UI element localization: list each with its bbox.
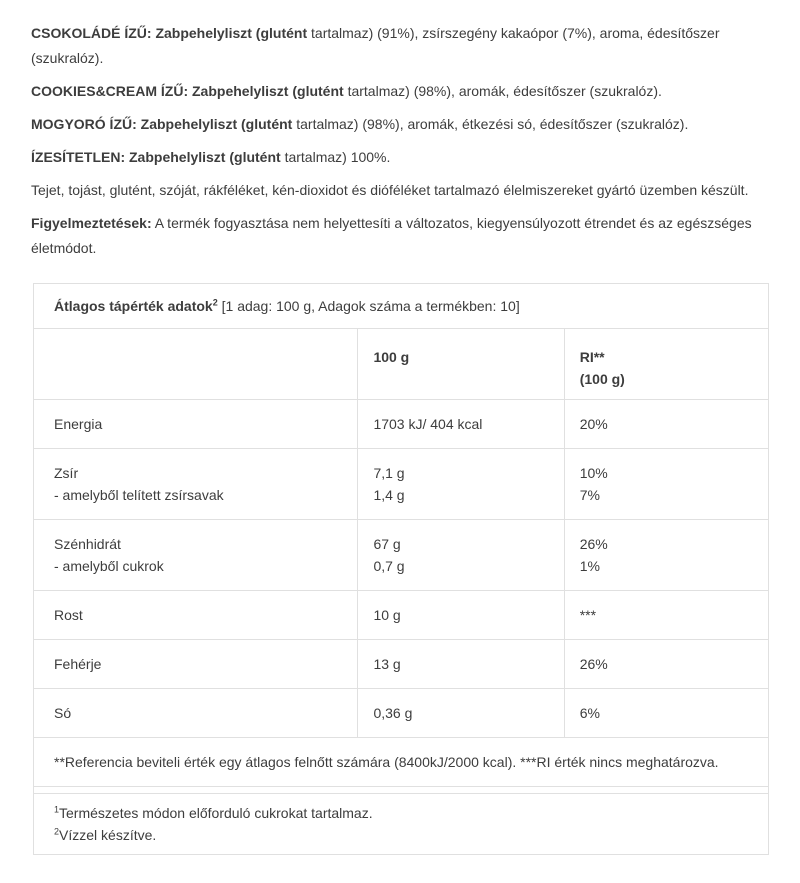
nutrient-value-cell — [358, 520, 564, 591]
flavor-label-peanut: MOGYORÓ ÍZŰ: Zabpehelyliszt (glutént — [31, 116, 293, 132]
flavor-text-peanut: tartalmaz) (98%), aromák, étkezési só, édesítőszer (szukralóz). — [292, 116, 689, 132]
ingredients-section — [31, 21, 770, 261]
nutrient-ri-cell — [564, 400, 768, 449]
footnote-water-superscript: 2 — [54, 826, 60, 837]
nutrient-name-cell — [34, 449, 358, 520]
flavor-text-cookies-cream: tartalmaz) (98%), aromák, édesítőszer (szukralóz). — [343, 83, 662, 99]
footnote-sugars-text: Természetes módon előforduló cukrokat tartalmaz. — [59, 805, 373, 821]
footnote-water — [54, 824, 748, 846]
table-title-cell — [34, 284, 769, 329]
nutrient-value: 0,36 g — [373, 705, 413, 721]
reference-note-row — [34, 738, 769, 787]
table-row-szenhidrat — [34, 520, 769, 591]
footnotes-row — [34, 794, 769, 855]
flavor-line-unflavored — [31, 145, 770, 170]
warnings-paragraph — [31, 211, 770, 261]
nutrient-value-cell — [358, 640, 564, 689]
nutrient-subri: 1% — [579, 558, 600, 574]
empty-header-cell — [34, 329, 358, 400]
flavor-label-unflavored: ÍZESÍTETLEN: Zabpehelyliszt (glutént — [31, 149, 281, 165]
nutrient-subri: 7% — [579, 487, 600, 503]
nutrient-name-cell — [34, 640, 358, 689]
flavor-text-chocolate: tartalmaz) (91%), zsírszegény kakaópor (7%), aroma, édesítőszer (szukralóz). — [31, 25, 720, 66]
col-header-ri — [564, 329, 768, 400]
col-header-ri-basis: (100 g) — [579, 371, 625, 387]
table-title-superscript: 2 — [212, 297, 218, 308]
nutrient-ri-cell — [564, 520, 768, 591]
flavor-label-chocolate: CSOKOLÁDÉ ÍZŰ: Zabpehelyliszt (glutént — [31, 25, 308, 41]
column-header-row — [34, 329, 769, 400]
nutrient-subname: - amelyből telített zsírsavak — [54, 487, 224, 503]
nutrient-name-cell — [34, 689, 358, 738]
nutrient-value: 10 g — [373, 607, 401, 623]
nutrient-name: Szénhidrát — [54, 536, 121, 552]
nutrient-subname: - amelyből cukrok — [54, 558, 164, 574]
nutrient-ri-cell — [564, 640, 768, 689]
allergen-note — [31, 178, 770, 203]
reference-note-text: **Referencia beviteli érték egy átlagos felnőtt számára (8400kJ/2000 kcal). ***RI érték nincs meghatározva. — [54, 754, 719, 770]
nutrient-name-cell — [34, 400, 358, 449]
nutrient-value-cell — [358, 449, 564, 520]
nutrient-value-cell — [358, 400, 564, 449]
nutrient-name: Só — [54, 705, 72, 721]
nutrition-table — [33, 283, 769, 855]
table-title: Átlagos tápérték adatok — [54, 298, 213, 314]
table-row-zsir — [34, 449, 769, 520]
nutrient-ri-cell — [564, 689, 768, 738]
warnings-text: A termék fogyasztása nem helyettesíti a változatos, kiegyensúlyozott étrendet és az egészséges életmódot. — [31, 215, 752, 256]
table-title-serving-info: [1 adag: 100 g, Adagok száma a termékben: 10] — [217, 298, 520, 314]
warnings-label: Figyelmeztetések: — [31, 215, 152, 231]
nutrient-subvalue: 1,4 g — [373, 487, 405, 503]
nutrient-name-cell — [34, 520, 358, 591]
table-section-divider — [34, 787, 769, 794]
footnote-water-text: Vízzel készítve. — [59, 827, 157, 843]
nutrient-ri: 6% — [579, 705, 600, 721]
flavor-line-chocolate — [31, 21, 770, 71]
table-row-energia — [34, 400, 769, 449]
footnotes-cell — [34, 794, 769, 855]
col-header-ri-label: RI** — [579, 349, 605, 365]
nutrient-value: 67 g — [373, 536, 401, 552]
col-header-100g — [358, 329, 564, 400]
flavor-text-unflavored: tartalmaz) 100%. — [280, 149, 391, 165]
footnote-sugars — [54, 802, 748, 824]
nutrient-ri-cell — [564, 591, 768, 640]
nutrient-value: 7,1 g — [373, 465, 405, 481]
nutrient-value-cell — [358, 591, 564, 640]
nutrient-subvalue: 0,7 g — [373, 558, 405, 574]
nutrient-name: Energia — [54, 416, 103, 432]
nutrient-name: Zsír — [54, 465, 79, 481]
nutrient-ri: 26% — [579, 656, 608, 672]
allergen-note-text: Tejet, tojást, glutént, szóját, rákféléket, kén-dioxidot és dióféléket tartalmazó élelmiszereket gyártó üzemben készült. — [31, 182, 749, 198]
nutrient-value: 1703 kJ/ 404 kcal — [373, 416, 483, 432]
nutrient-ri: 26% — [579, 536, 608, 552]
col-header-100g-label: 100 g — [373, 349, 410, 365]
table-row-so — [34, 689, 769, 738]
nutrient-ri: 20% — [579, 416, 608, 432]
nutrient-name-cell — [34, 591, 358, 640]
nutrient-value-cell — [358, 689, 564, 738]
flavor-line-cookies-cream — [31, 79, 770, 104]
nutrient-value: 13 g — [373, 656, 401, 672]
table-title-row — [34, 284, 769, 329]
nutrient-ri-cell — [564, 449, 768, 520]
table-row-rost — [34, 591, 769, 640]
reference-note-cell — [34, 738, 769, 787]
table-row-feherje — [34, 640, 769, 689]
flavor-label-cookies-cream: COOKIES&CREAM ÍZŰ: Zabpehelyliszt (glutént — [31, 83, 344, 99]
nutrient-ri: 10% — [579, 465, 608, 481]
footnote-sugars-superscript: 1 — [54, 804, 60, 815]
flavor-line-peanut — [31, 112, 770, 137]
nutrient-ri: *** — [579, 607, 597, 623]
table-section-divider-cell — [34, 787, 769, 794]
nutrient-name: Rost — [54, 607, 83, 623]
nutrient-name: Fehérje — [54, 656, 102, 672]
